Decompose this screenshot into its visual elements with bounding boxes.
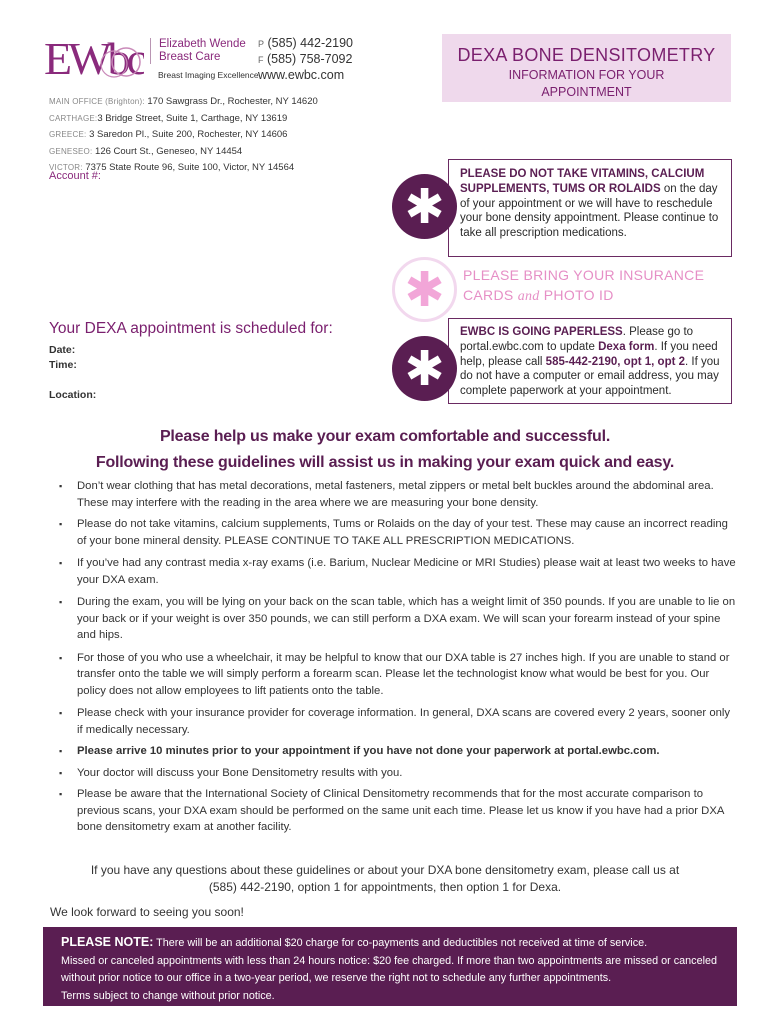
note-line1: There will be an additional $20 charge for co-payments and deductibles not received at time of service.: [153, 937, 648, 949]
insurance-line2-b: PHOTO ID: [539, 287, 614, 303]
asterisk-icon: ✱: [392, 174, 457, 239]
office-address: 3 Saredon Pl., Suite 200, Rochester, NY 14606: [89, 129, 288, 140]
paperless-phone: 585-442-2190, opt 1, opt 2: [545, 355, 686, 368]
office-tag: CARTHAGE:: [49, 113, 98, 123]
title-sub-line2: APPOINTMENT: [541, 85, 632, 99]
vitamins-text: on the day of your appointment or we will have to reschedule your bone density appointment. Please continue to take all prescription medications.: [460, 182, 719, 240]
list-item: ▪ Please do not take vitamins, calcium supplements, Tums or Rolaids on the day of your test. These may cause an incorrect reading of your bone mineral density. PLEASE CONTINUE TO TAKE ALL PRESCRIPTION MEDICATIONS.: [58, 516, 738, 549]
brand-name: [150, 38, 250, 64]
paperless-callout: [448, 318, 732, 404]
brand-tagline: Breast Imaging Excellence: [158, 70, 259, 80]
note-label: PLEASE NOTE:: [61, 935, 154, 949]
office-greece: [49, 127, 318, 144]
phone-label: P: [258, 39, 265, 49]
date-label: Date:: [49, 344, 76, 356]
closing-line1: If you have any questions about these guidelines or about your DXA bone densitometry exam, please call us at: [90, 863, 680, 877]
note-line3: Terms subject to change without prior notice.: [61, 989, 275, 1002]
title-main: DEXA BONE DENSITOMETRY: [457, 45, 716, 65]
guidelines-heading-line1: Please help us make your exam comfortable and successful.: [159, 428, 611, 445]
guidelines-heading-line2: Following these guidelines will assist us in making your exam quick and easy.: [95, 454, 675, 471]
asterisk-icon: ✱: [392, 257, 457, 322]
dexa-form-link: Dexa form: [598, 340, 655, 353]
office-tag: VICTOR:: [49, 163, 83, 172]
document-title: [442, 34, 731, 102]
paperless-text: . Please go to portal.ewbc.com to update: [460, 326, 694, 353]
office-address: 3 Bridge Street, Suite 1, Carthage, NY 13619: [97, 112, 288, 124]
list-item: ▪ Please check with your insurance provider for coverage information. In general, DXA scans are covered every 2 years, sooner only if medically necessary.: [58, 705, 738, 738]
office-address: 7375 State Route 96, Suite 100, Victor, NY 14564: [85, 162, 295, 173]
list-item: ▪ During the exam, you will be lying on your back on the scan table, which has a weight limit of 350 pounds. If you are unable to lie on your back or if your weight is over 350 pounds, we can still perform a DXA exam. We will scan your forearm instead of your spine and hips.: [58, 594, 738, 644]
office-address: 126 Court St., Geneseo, NY 14454: [95, 145, 243, 157]
insurance-line2-and: and: [517, 289, 540, 304]
paperless-emphasis: EWBC IS GOING PAPERLESS: [460, 326, 623, 338]
brand-name-line2: Breast Care: [159, 51, 221, 63]
vitamins-emphasis: PLEASE DO NOT TAKE VITAMINS, CALCIUM SUPPLEMENTS, TUMS OR ROLAIDS: [460, 168, 705, 195]
ewbc-logo: [44, 24, 144, 84]
office-main: [49, 94, 318, 111]
guidelines-list: [58, 478, 738, 836]
list-item: ▪ For those of you who use a wheelchair, it may be helpful to know that our DXA table is 27 inches high. If you are unable to stand or transfer onto the table we will simply perform a forearm scan. Please let the technologist know what would be best for you. Our policy does not allow employees to lift patients onto the table.: [58, 650, 738, 700]
office-address: 170 Sawgrass Dr., Rochester, NY 14620: [147, 96, 318, 107]
fax-label: F: [258, 55, 264, 65]
asterisk-icon: ✱: [392, 336, 457, 401]
time-label: Time:: [49, 359, 77, 371]
office-carthage: [49, 111, 318, 128]
list-item: ▪ Don’t wear clothing that has metal decorations, metal fasteners, metal zippers or metal belt buckles around the abdominal area. These may interfere with the reading in the area where we are measuring your bone density.: [58, 478, 738, 511]
location-label: Location:: [49, 389, 97, 401]
list-item: ▪ Please arrive 10 minutes prior to your appointment if you have not done your paperwork at portal.ewbc.com.: [58, 743, 738, 760]
closing-line2: (585) 442-2190, option 1 for appointments, then option 1 for Dexa.: [208, 880, 562, 894]
insurance-line1: PLEASE BRING YOUR INSURANCE: [463, 267, 705, 283]
note-line2: Missed or canceled appointments with less than 24 hours notice: $20 fee charged. If more than two appointments are missed or canceled without prior notice to our office in a two-year period, we reserve the right not to schedule any further appointments.: [61, 954, 717, 984]
closing-paragraph: [40, 862, 730, 896]
fax-number: (585) 758-7092: [266, 52, 353, 66]
brand-name-line1: Elizabeth Wende: [159, 38, 246, 50]
list-item: ▪ If you’ve had any contrast media x-ray exams (i.e. Barium, Nuclear Medicine or MRI Studies) please wait at least two weeks to have your DXA exam.: [58, 555, 738, 588]
paperless-text: . If you do not have a computer or email address, you may complete paperwork at your appointment.: [460, 355, 720, 398]
appointment-heading: Your DEXA appointment is scheduled for:: [49, 320, 333, 337]
phone-number[interactable]: (585) 442-2190: [267, 36, 353, 50]
office-list: [49, 94, 318, 177]
look-forward-text: We look forward to seeing you soon!: [50, 905, 244, 919]
vitamins-callout: [448, 159, 732, 257]
guidelines-heading: [0, 424, 770, 476]
contact-block: [258, 36, 353, 83]
account-label: Account #:: [49, 170, 101, 182]
website-link[interactable]: www.ewbc.com: [258, 68, 345, 82]
list-item: ▪ Your doctor will discuss your Bone Densitometry results with you.: [58, 765, 738, 782]
title-sub-line1: INFORMATION FOR YOUR: [508, 68, 665, 82]
office-tag: MAIN OFFICE (Brighton):: [49, 97, 145, 106]
please-note-box: [43, 927, 737, 1006]
office-tag: GREECE:: [49, 130, 87, 139]
logo-lettering: EWbc: [44, 33, 143, 84]
office-geneseo: [49, 144, 318, 161]
list-item: ▪ Please be aware that the International Society of Clinical Densitometry recommends that for the most accurate comparison to previous scans, your DXA exam should be performed on the same unit each time. Please let us know if you have had a prior DXA bone densitometry exam at another facility.: [58, 786, 738, 836]
office-tag: GENESEO:: [49, 146, 93, 156]
insurance-line2-a: CARDS: [463, 287, 518, 303]
insurance-callout: [463, 265, 704, 307]
paperless-text: . If you need help, please call: [460, 340, 718, 368]
